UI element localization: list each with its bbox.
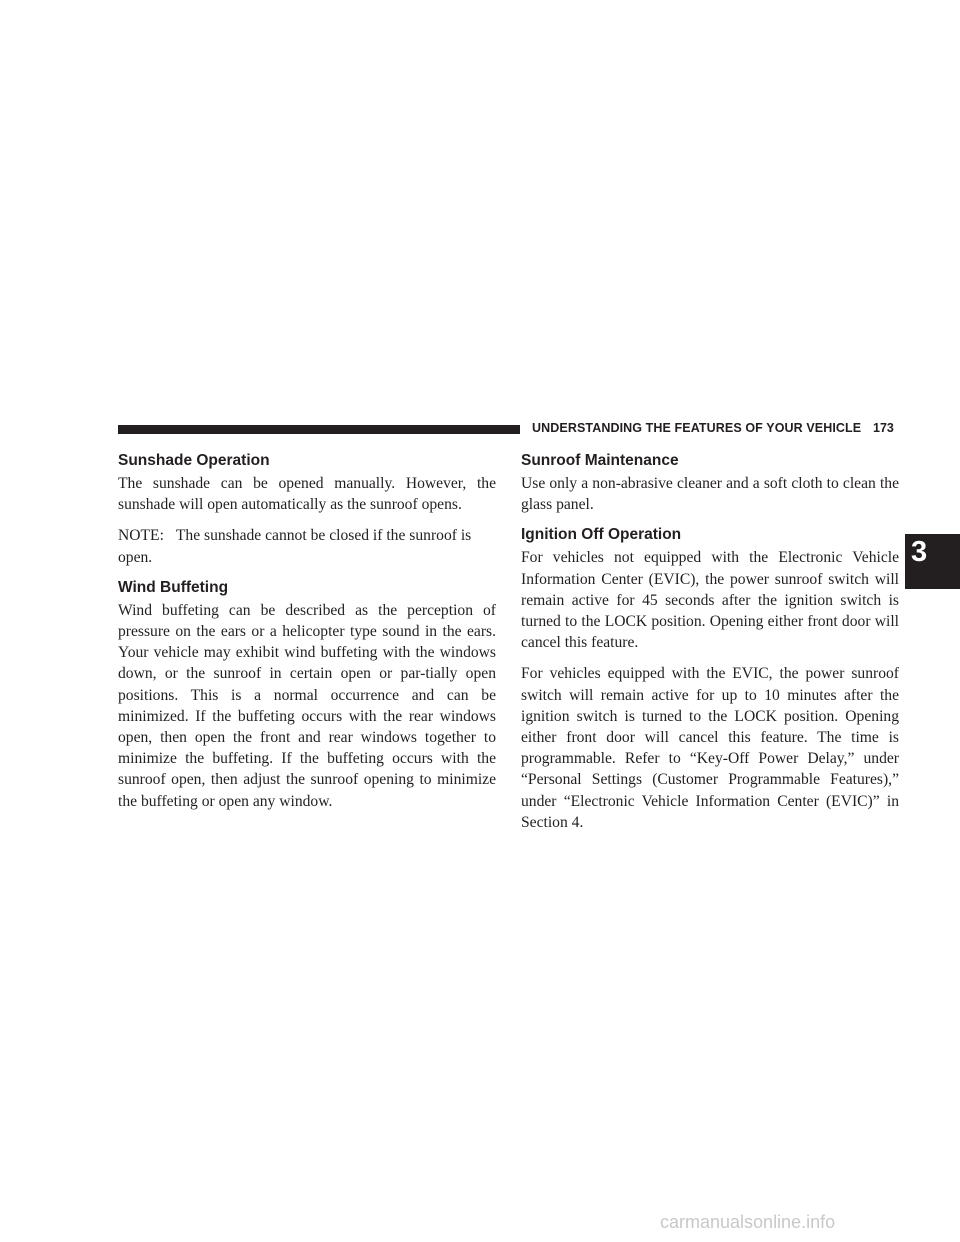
- watermark: carmanualsonline.info: [660, 1212, 836, 1232]
- paragraph-sunroof-maintenance: Use only a non-abrasive cleaner and a soft cloth to clean the glass panel.: [521, 475, 899, 514]
- section-wind-buffeting: [118, 578, 496, 812]
- heading-sunshade-operation: Sunshade Operation: [118, 452, 270, 469]
- heading-wind-buffeting: Wind Buffeting: [118, 578, 229, 596]
- section-sunroof-maintenance: [521, 451, 899, 515]
- running-header-title: UNDERSTANDING THE FEATURES OF YOUR VEHICLE: [532, 421, 862, 435]
- note-sunshade: [118, 525, 496, 567]
- heading-sunroof-maintenance: Sunroof Maintenance: [521, 452, 679, 469]
- left-column: [118, 451, 496, 822]
- paragraph-ignition-evic: For vehicles equipped with the EVIC, the power sunroof switch will remain active for up to 10 minutes after the ignition switch is turned to the LOCK position. Opening either front door will cancel this feature. The time is programmable. Refer to “Key-Off Power Delay,” under “Personal Settings (Customer Programmable Features),” under “Electronic Vehicle Information Center (EVIC)” in Section 4.: [521, 665, 899, 831]
- paragraph-ignition-no-evic: For vehicles not equipped with the Electronic Vehicle Information Center (EVIC), the power sunroof switch will remain active for 45 seconds after the ignition switch is turned to the LOCK position. Opening either front door will cancel this feature.: [521, 549, 899, 652]
- note-text: The sunshade cannot be closed if the sunroof is open.: [118, 527, 472, 566]
- section-sunshade-operation: [118, 451, 496, 568]
- paragraph-sunshade: The sunshade can be opened manually. However, the sunshade will open automatically as the sunroof opens.: [118, 475, 496, 514]
- heading-ignition-off-operation: Ignition Off Operation: [521, 526, 682, 544]
- note-label: NOTE:: [118, 527, 164, 545]
- chapter-tab-number: 3: [911, 536, 928, 568]
- header-rule: [118, 425, 520, 434]
- section-ignition-off-operation: [521, 525, 899, 833]
- right-column: [521, 451, 899, 843]
- paragraph-wind-buffeting: Wind buffeting can be described as the perception of pressure on the ears or a helicopter type sound in the ears. Your vehicle may exhibit wind buffeting with the windows down, or the sunroof in certain open or par-tially open positions. This is a normal occurrence and can be minimized. If the buffeting occurs with the rear windows open, then open the front and rear windows together to minimize the buffeting. If the buffeting occurs with the sunroof open, then adjust the sunroof opening to minimize the buffeting or open any window.: [118, 601, 496, 810]
- page-number: 173: [873, 421, 894, 435]
- chapter-tab: [905, 534, 960, 589]
